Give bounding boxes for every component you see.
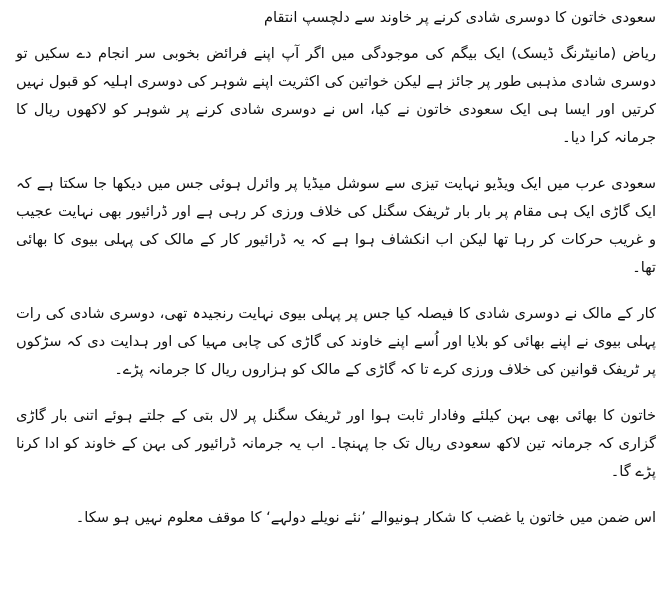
article-paragraph-4: خاتون کا بھائی بھی بہن کیلئے وفادار ثابت ہوا اور ٹریفک سگنل پر لال بتی کے جلتے ہوئے اتنی بار گاڑی گزاری کہ جرمانہ تین لاکھ سعودی ریال تک جا پہنچا۔ اب یہ جرمانہ ڈرائیور کی بہن کے خاوند کو ادا کرنا پڑے گا۔ <box>16 407 656 480</box>
article-paragraph-5: اس ضمن میں خاتون یا غضب کا شکار ہونیوالے ’نئے نویلے دولہے‘ کا موقف معلوم نہیں ہو سکا۔ <box>75 509 656 526</box>
article-paragraph-1: ریاض (مانیٹرنگ ڈیسک) ایک بیگم کی موجودگی میں اگر آپ اپنے فرائض بخوبی سر انجام دے سکیں تو دوسری شادی مذہبی طور پر جائز ہے لیکن خواتین کی اکثریت اپنے شوہر کی دوسری اہلیہ کو قبول نہیں کرتیں اور ایسا ہی ایک سعودی خاتون نے کیا، اس نے دوسری شادی کرنے پر شوہر کو لاکھوں ریال کا جرمانہ کرا دیا۔ <box>16 45 656 146</box>
article-title: سعودی خاتون کا دوسری شادی کرنے پر خاوند سے دلچسپ انتقام <box>264 9 656 26</box>
article-paragraph-2: سعودی عرب میں ایک ویڈیو نہایت تیزی سے سوشل میڈیا پر وائرل ہوئی جس میں دیکھا جا سکتا ہے کہ ایک گاڑی ایک ہی مقام پر بار بار ٹریفک سگنل کی خلاف ورزی کر رہی ہے اور ڈرائیور بھی نہایت عجیب و غریب حرکات کر رہا تھا لیکن اب انکشاف ہوا ہے کہ یہ ڈرائیور کار کے مالک کی پہلی بیوی کا بھائی تھا۔ <box>16 175 656 276</box>
article-paragraph-3: کار کے مالک نے دوسری شادی کا فیصلہ کیا جس پر پہلی بیوی نہایت رنجیدہ تھی، دوسری شادی کی رات پہلی بیوی نے اپنے بھائی کو بلایا اور اُسے اپنے خاوند کی گاڑی کی چابی مہیا کی اور ہدایت دی کہ سڑکوں پر ٹریفک قوانین کی خلاف ورزی کرے تا کہ گاڑی کے مالک کو ہزاروں ریال کا جرمانہ پڑے۔ <box>16 305 656 378</box>
